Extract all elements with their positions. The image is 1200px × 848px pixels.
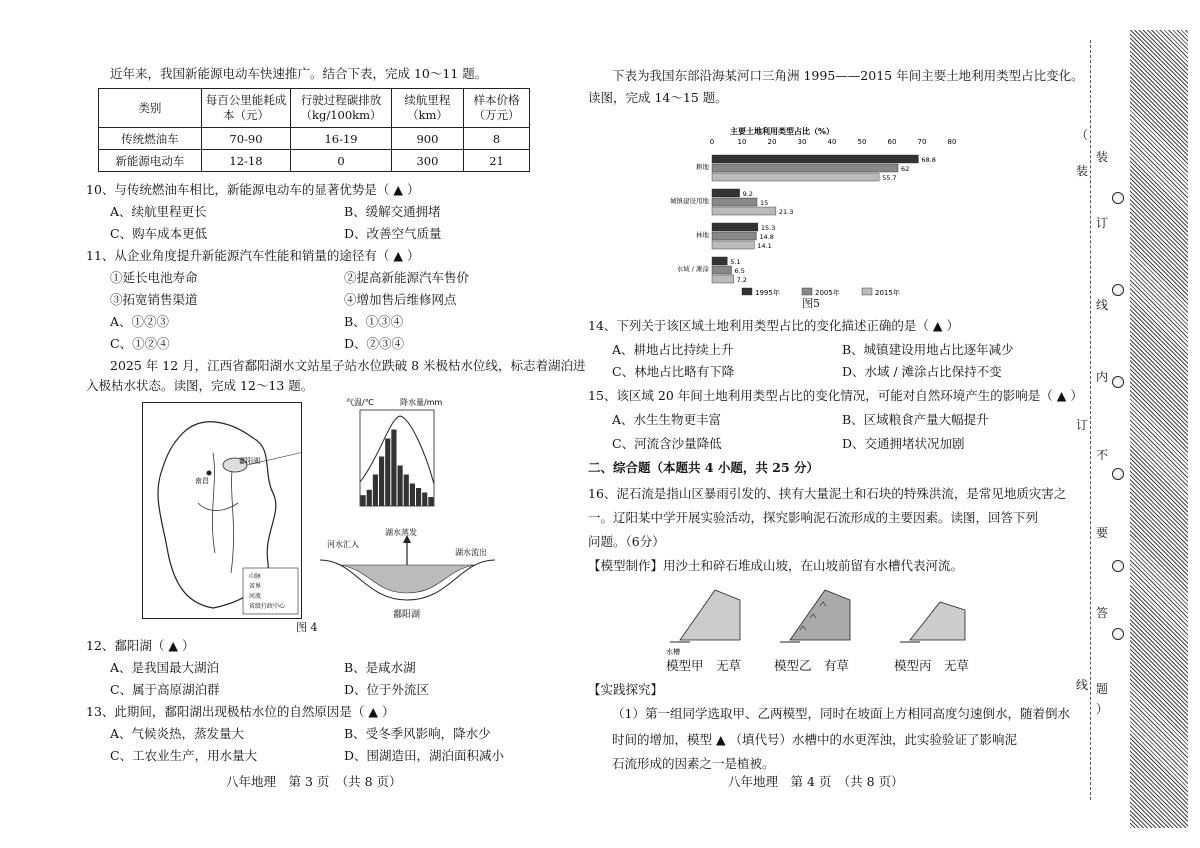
category-label: 林地 xyxy=(696,231,709,239)
option: C、林地占比略有下降 xyxy=(612,364,735,379)
land-use-bar-chart xyxy=(668,125,968,305)
practice-heading: 【实践探究】 xyxy=(588,682,664,697)
slope-models-diagram xyxy=(660,580,990,660)
table-header: 行驶过程碳排放（kg/100km） xyxy=(291,89,392,128)
bar-value-label: 62 xyxy=(901,165,910,173)
option: D、改善空气质量 xyxy=(344,226,442,241)
option: D、围湖造田，湖泊面积减小 xyxy=(344,748,505,763)
statement: ④增加售后维修网点 xyxy=(344,292,457,307)
bar xyxy=(712,232,756,240)
option: A、①②③ xyxy=(110,314,170,329)
temp-axis-title: 气温/℃ xyxy=(346,398,374,407)
option: D、②③④ xyxy=(344,336,405,351)
table-header: 续航里程（km） xyxy=(391,89,463,128)
x-tick-label: 10 xyxy=(737,138,747,146)
part-1-cont2: 石流形成的因素之一是植被。 xyxy=(612,756,775,771)
evaporation-label: 湖水蒸发 xyxy=(385,528,417,537)
legend-label: 1995年 xyxy=(755,289,780,297)
binding-char: 不 xyxy=(1096,448,1109,462)
intro-10-11: 近年来，我国新能源电动车快速推广。结合下表，完成 10～11 题。 xyxy=(110,66,488,81)
precip-bar xyxy=(385,439,390,507)
bar xyxy=(712,223,758,231)
precip-bar xyxy=(410,484,415,507)
option: B、城镇建设用地占比逐年减少 xyxy=(842,342,1014,357)
category-label: 水域 / 滩涂 xyxy=(676,265,709,273)
intro-12-13-cont: 入极枯水状态。读图，完成 12～13 题。 xyxy=(86,378,314,393)
legend-item: 省级行政中心 xyxy=(249,603,286,610)
precip-bar xyxy=(373,475,378,507)
outflow-label: 湖水流出 xyxy=(455,548,487,557)
option: C、①②④ xyxy=(110,336,170,351)
bar-value-label: 7.2 xyxy=(736,276,747,284)
model-yi xyxy=(780,590,850,642)
option: D、位于外流区 xyxy=(344,682,430,697)
option: B、缓解交通拥堵 xyxy=(344,204,441,219)
option: A、耕地占比持续上升 xyxy=(612,342,734,357)
table-cell: 70-90 xyxy=(201,128,291,150)
table-cell: 新能源电动车 xyxy=(99,150,202,172)
figure-5-caption: 图5 xyxy=(802,297,820,310)
precip-bar xyxy=(398,466,403,507)
binding-char: 答 xyxy=(1096,606,1109,620)
bar-value-label: 14.1 xyxy=(757,242,772,250)
model-bing xyxy=(900,602,965,642)
climate-chart xyxy=(340,396,470,521)
binding-char: 线 xyxy=(1096,298,1109,312)
precip-axis-title: 降水量/mm xyxy=(400,398,443,407)
option: C、工农业生产，用水量大 xyxy=(110,748,258,763)
outer-binding-char: 订 xyxy=(1076,418,1089,432)
option: B、是咸水湖 xyxy=(344,660,416,675)
question-12: 12、鄱阳湖（ ▲ ） xyxy=(86,638,195,653)
inflow-label: 河水汇入 xyxy=(327,540,359,549)
bar xyxy=(712,164,898,172)
table-row xyxy=(99,128,530,150)
option: C、购车成本更低 xyxy=(110,226,208,241)
binding-char: ） xyxy=(1096,702,1109,716)
legend-swatch xyxy=(862,288,872,295)
model-jia xyxy=(670,590,740,642)
option: A、是我国最大湖泊 xyxy=(110,660,220,675)
table-cell: 0 xyxy=(291,150,392,172)
option: D、水域 / 滩涂占比保持不变 xyxy=(842,364,1002,379)
bar-value-label: 9.2 xyxy=(742,190,753,198)
binding-hole-icon xyxy=(1112,192,1124,204)
x-tick-label: 80 xyxy=(947,138,957,146)
binding-char: 装 xyxy=(1096,150,1109,164)
statement: ①延长电池寿命 xyxy=(110,270,198,285)
option: C、属于高原湖泊群 xyxy=(110,682,220,697)
option: A、水生生物更丰富 xyxy=(612,412,722,427)
binding-char: （ xyxy=(1076,128,1089,142)
table-cell: 12-18 xyxy=(201,150,291,172)
question-16: 16、泥石流是指山区暴雨引发的、挟有大量泥土和石块的特殊洪流，是常见地质灾害之 xyxy=(588,486,1067,501)
binding-dashed-line xyxy=(1090,40,1091,800)
precip-bar xyxy=(416,488,421,506)
bar-value-label: 6.5 xyxy=(734,267,745,275)
table-header: 类别 xyxy=(99,89,202,128)
question-15: 15、该区域 20 年间土地利用类型占比的变化情况，可能对自然环境产生的影响是（ ▲ ） xyxy=(588,388,1083,403)
table-header: 每百公里能耗成本（元） xyxy=(201,89,291,128)
intro-12-13: 2025 年 12 月，江西省鄱阳湖水文站星子站水位跌破 8 米极枯水位线，标志着湖泊进 xyxy=(110,358,586,373)
option: D、交通拥堵状况加剧 xyxy=(842,436,965,451)
table-header: 样本价格（万元） xyxy=(464,89,530,128)
table-cell: 300 xyxy=(391,150,463,172)
model-label: 模型甲 无草 xyxy=(666,658,742,673)
binding-hole-icon xyxy=(1112,560,1124,572)
legend-item: 山脉 xyxy=(249,573,262,580)
x-tick-label: 20 xyxy=(767,138,777,146)
model-making: 【模型制作】用沙土和碎石堆成山坡，在山坡前留有水槽代表河流。 xyxy=(588,558,964,573)
question-13: 13、此期间，鄱阳湖出现极枯水位的自然原因是（ ▲ ） xyxy=(86,704,395,719)
precip-bars xyxy=(361,430,434,507)
page-footer-right: 八年地理 第 4 页 （共 8 页） xyxy=(728,774,904,789)
jiangxi-map xyxy=(142,402,302,619)
legend-item: 省界 xyxy=(249,583,262,590)
x-tick-label: 50 xyxy=(857,138,867,146)
x-tick-label: 30 xyxy=(797,138,807,146)
question-16-cont2: 问题。（6分） xyxy=(588,534,665,549)
binding-hole-icon xyxy=(1112,284,1124,296)
bar xyxy=(712,207,776,215)
option: B、受冬季风影响，降水少 xyxy=(344,726,491,741)
bar xyxy=(712,155,918,163)
bar-value-label: 15.3 xyxy=(760,224,776,232)
chart-title: 主要土地利用类型占比（%） xyxy=(730,127,835,136)
bar xyxy=(712,198,757,206)
intro-14-15-cont: 读图，完成 14～15 题。 xyxy=(588,90,728,105)
intro-14-15: 下表为我国东部沿海某河口三角洲 1995——2015 年间主要土地利用类型占比变化。 xyxy=(612,68,1084,83)
precip-bar xyxy=(422,493,427,507)
table-cell: 16-19 xyxy=(291,128,392,150)
precip-bar xyxy=(379,457,384,507)
binding-hole-icon xyxy=(1112,468,1124,480)
legend-item: 河流 xyxy=(249,593,262,600)
statement: ③拓宽销售渠道 xyxy=(110,292,198,307)
bar-value-label: 68.8 xyxy=(921,156,936,164)
question-16-cont: 一。辽阳某中学开展实验活动，探究影响泥石流形成的主要因素。读图，回答下列 xyxy=(588,510,1039,525)
precip-bar xyxy=(361,495,366,506)
lake-name-label: 鄱阳湖 xyxy=(393,610,421,620)
table-cell: 8 xyxy=(464,128,530,150)
option: B、区域粮食产量大幅提升 xyxy=(842,412,989,427)
outer-binding-char: 线 xyxy=(1076,678,1089,692)
question-10: 10、与传统燃油车相比，新能源电动车的显著优势是（ ▲ ） xyxy=(86,182,420,197)
bar xyxy=(712,275,734,283)
ev-comparison-table xyxy=(98,88,530,172)
table-cell: 900 xyxy=(391,128,463,150)
question-14: 14、下列关于该区域土地利用类型占比的变化描述正确的是（ ▲ ） xyxy=(588,318,959,333)
legend-label: 2015年 xyxy=(875,289,900,297)
table-row xyxy=(99,150,530,172)
x-tick-label: 0 xyxy=(709,138,715,146)
bar-value-label: 14.8 xyxy=(759,233,774,241)
bar-value-label: 15 xyxy=(760,199,769,207)
part-1: （1）第一组同学选取甲、乙两模型，同时在坡面上方相同高度匀速倒水，随着倒水 xyxy=(612,706,1070,721)
option: A、续航里程更长 xyxy=(110,204,207,219)
model-label: 模型丙 无草 xyxy=(894,658,970,673)
outer-binding-char: 装 xyxy=(1076,164,1089,178)
option: A、气候炎热，蒸发量大 xyxy=(110,726,245,741)
binding-hole-icon xyxy=(1112,376,1124,388)
legend-swatch xyxy=(742,288,752,295)
table-cell: 21 xyxy=(464,150,530,172)
lake-label: 鄱阳湖 xyxy=(239,457,260,465)
bar xyxy=(712,173,879,181)
option: C、河流含沙量降低 xyxy=(612,436,722,451)
figure-4-caption: 图 4 xyxy=(296,621,318,634)
x-tick-label: 60 xyxy=(887,138,897,146)
binding-char: 题 xyxy=(1096,682,1109,696)
page-footer-left: 八年地理 第 3 页 （共 8 页） xyxy=(226,774,402,789)
option: B、①③④ xyxy=(344,314,404,329)
bar-value-label: 55.7 xyxy=(882,174,897,182)
bar xyxy=(712,266,732,274)
category-label: 城镇建设用地 xyxy=(670,197,709,205)
binding-char: 内 xyxy=(1096,370,1109,384)
precip-bar xyxy=(391,430,396,507)
lake-water-balance-diagram xyxy=(315,525,500,625)
x-tick-label: 70 xyxy=(917,138,927,146)
bar-value-label: 5.1 xyxy=(730,258,741,266)
binding-char: 订 xyxy=(1096,216,1109,230)
binding-hatch-strip xyxy=(1130,30,1188,828)
precip-bar xyxy=(404,475,409,507)
precip-bar xyxy=(428,497,433,506)
legend-label: 2005年 xyxy=(815,289,840,297)
x-tick-label: 40 xyxy=(827,138,837,146)
city-label: 南昌 xyxy=(195,477,209,485)
precip-bar xyxy=(367,490,372,506)
bar-value-label: 21.3 xyxy=(778,208,794,216)
binding-hole-icon xyxy=(1112,628,1124,640)
bar xyxy=(712,241,754,249)
bar xyxy=(712,189,740,197)
legend-swatch xyxy=(802,288,812,295)
table-cell: 传统燃油车 xyxy=(99,128,202,150)
model-label: 模型乙 有草 xyxy=(774,658,850,673)
section-2-heading: 二、综合题（本题共 4 小题，共 25 分） xyxy=(588,460,820,475)
category-label: 耕地 xyxy=(696,163,709,171)
part-1-cont: 时间的增加，模型 ▲ （填代号）水槽中的水更浑浊，此实验验证了影响泥 xyxy=(612,732,1018,747)
statement: ②提高新能源汽车售价 xyxy=(344,270,470,285)
bar xyxy=(712,257,727,265)
question-11: 11、从企业角度提升新能源汽车性能和销量的途径有（ ▲ ） xyxy=(86,248,420,263)
binding-char: 要 xyxy=(1096,526,1109,540)
trough-label: 水槽 xyxy=(666,648,680,656)
